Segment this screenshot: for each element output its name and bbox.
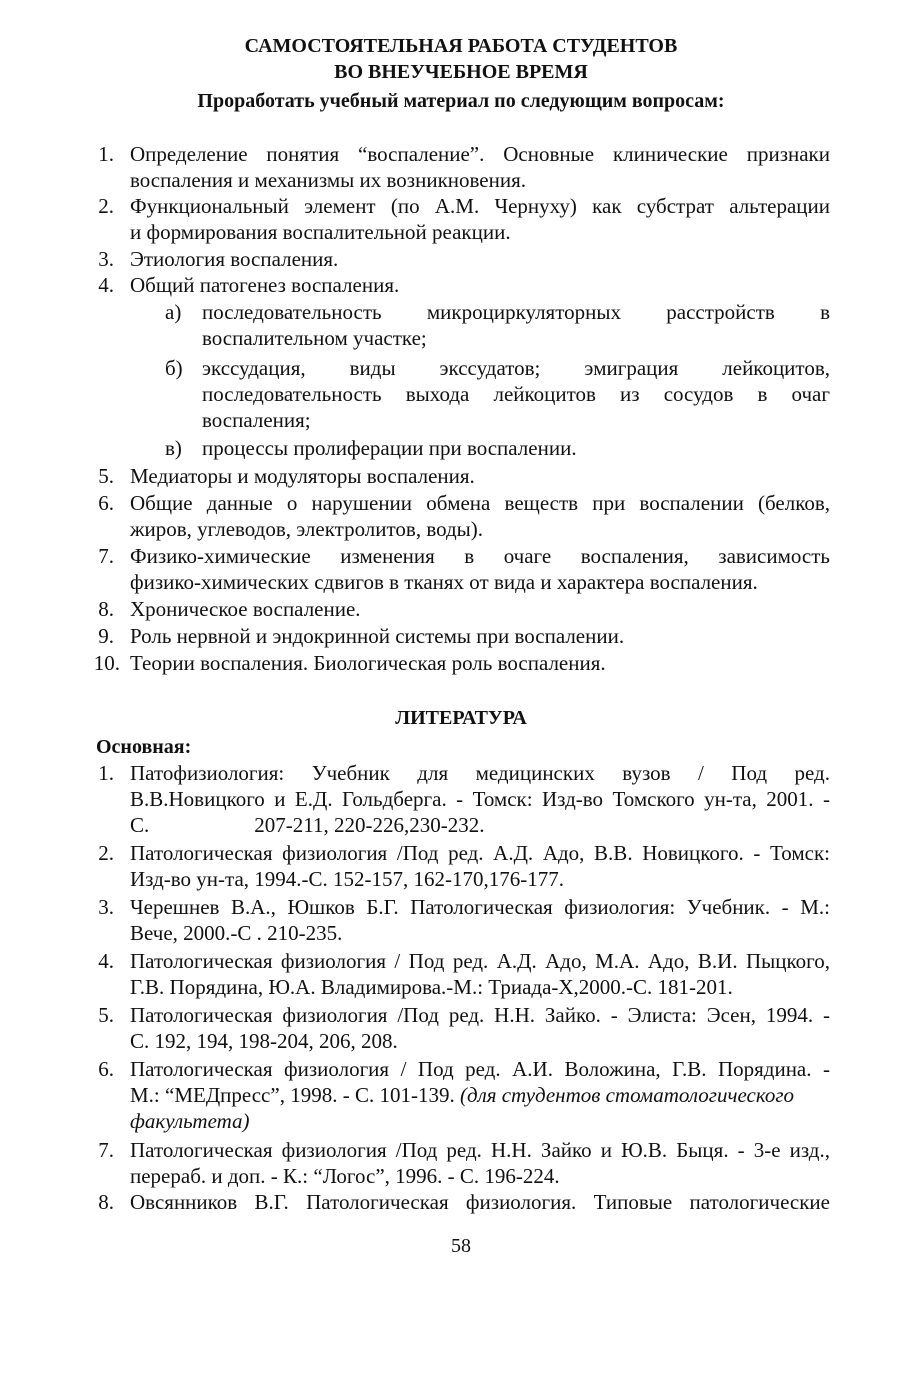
reference-text: Патологическая физиология / Под ред. А.Д. Адо, М.А. Адо, В.И. Пыцкого, bbox=[130, 949, 830, 973]
question-text: Роль нервной и эндокринной системы при воспалении. bbox=[130, 624, 625, 648]
question-text: Общие данные о нарушении обмена веществ при воспалении (белков, bbox=[130, 491, 830, 515]
question-text: Общий патогенез воспаления. bbox=[130, 273, 400, 297]
question-number: 9. bbox=[98, 624, 114, 648]
reference-text: Овсянников В.Г. Патологическая физиология. Типовые патологические bbox=[130, 1190, 830, 1214]
reference-text: Черешнев В.А., Юшков Б.Г. Патологическая физиология: Учебник. - М.: bbox=[130, 895, 830, 919]
reference-text: Патологическая физиология / Под ред. А.И. Воложина, Г.В. Порядина. - bbox=[130, 1057, 830, 1081]
reference-text: Г.В. Порядина, Ю.А. Владимирова.-М.: Триада-Х,2000.-С. 181-201. bbox=[130, 975, 733, 999]
reference-number: 5. bbox=[98, 1003, 114, 1027]
reference-text: Патологическая физиология /Под ред. Н.Н. Зайко. - Элиста: Эсен, 1994. - bbox=[130, 1003, 830, 1027]
reference-number: 2. bbox=[98, 841, 114, 865]
literature-subhead: Основная: bbox=[96, 736, 192, 758]
reference-text: В.В.Новицкого и Е.Д. Гольдберга. - Томск: Изд-во Томского ун-та, 2001. - bbox=[130, 787, 830, 811]
question-number: 6. bbox=[98, 491, 114, 515]
reference-number: 4. bbox=[98, 949, 114, 973]
question-text: Хроническое воспаление. bbox=[130, 597, 361, 621]
reference-note: (для студентов стоматологического bbox=[459, 1083, 795, 1107]
question-number: 2. bbox=[98, 194, 114, 218]
subitem-text: процессы пролиферации при воспалении. bbox=[202, 436, 577, 460]
question-number: 5. bbox=[98, 464, 114, 488]
question-text: физико-химических сдвигов в тканях от вида и характера воспаления. bbox=[130, 570, 758, 594]
reference-note: факультета) bbox=[130, 1109, 250, 1133]
question-number: 10. bbox=[93, 651, 120, 675]
heading-line-1: САМОСТОЯТЕЛЬНАЯ РАБОТА СТУДЕНТОВ bbox=[244, 35, 678, 57]
reference-text: С. 192, 194, 198-204, 206, 208. bbox=[130, 1029, 398, 1053]
question-text: жиров, углеводов, электролитов, воды). bbox=[130, 517, 484, 541]
question-text: и формирования воспалительной реакции. bbox=[130, 220, 511, 244]
question-text: Теории воспаления. Биологическая роль воспаления. bbox=[130, 651, 606, 675]
question-number: 7. bbox=[98, 544, 114, 568]
reference-text-line bbox=[130, 1082, 830, 1108]
heading-line-3: Проработать учебный материал по следующим вопросам: bbox=[197, 90, 725, 112]
subitem-text: воспалительном участке; bbox=[202, 326, 427, 350]
heading-line-2: ВО ВНЕУЧЕБНОЕ ВРЕМЯ bbox=[334, 61, 588, 83]
subitem-text: последовательность выхода лейкоцитов из сосудов в очаг bbox=[202, 382, 830, 406]
reference-number: 1. bbox=[98, 761, 114, 785]
reference-text: Патологическая физиология /Под ред. Н.Н. Зайко и Ю.В. Быця. - 3-е изд., bbox=[130, 1138, 830, 1162]
reference-number: 7. bbox=[98, 1138, 114, 1162]
reference-text: С. 207-211, 220-226,230-232. bbox=[130, 813, 485, 837]
reference-number: 6. bbox=[98, 1057, 114, 1081]
subitem-text: последовательность микроциркуляторных расстройств в bbox=[202, 300, 830, 324]
question-text: Определение понятия “воспаление”. Основные клинические признаки bbox=[130, 142, 830, 166]
reference-text: Изд-во ун-та, 1994.-С. 152-157, 162-170,176-177. bbox=[130, 867, 564, 891]
question-text: Физико-химические изменения в очаге воспаления, зависимость bbox=[130, 544, 830, 568]
reference-number: 8. bbox=[98, 1190, 114, 1214]
question-text: воспаления и механизмы их возникновения. bbox=[130, 168, 527, 192]
reference-text: Патофизиология: Учебник для медицинских вузов / Под ред. bbox=[130, 761, 830, 785]
subitem-text: воспаления; bbox=[202, 408, 311, 432]
reference-text: Вече, 2000.-С . 210-235. bbox=[130, 921, 343, 945]
question-number: 8. bbox=[98, 597, 114, 621]
question-number: 1. bbox=[98, 142, 114, 166]
page-number: 58 bbox=[451, 1235, 471, 1257]
subitem-label: а) bbox=[165, 300, 182, 324]
subitem-label: б) bbox=[165, 356, 183, 380]
reference-text: Патологическая физиология /Под ред. А.Д. Адо, В.В. Новицкого. - Томск: bbox=[130, 841, 830, 865]
reference-number: 3. bbox=[98, 895, 114, 919]
question-number: 4. bbox=[98, 273, 114, 297]
literature-title: ЛИТЕРАТУРА bbox=[395, 707, 527, 729]
question-number: 3. bbox=[98, 247, 114, 271]
subitem-label: в) bbox=[165, 436, 182, 460]
question-text: Этиология воспаления. bbox=[130, 247, 339, 271]
question-text: Медиаторы и модуляторы воспаления. bbox=[130, 464, 475, 488]
subitem-text: экссудация, виды экссудатов; эмиграция лейкоцитов, bbox=[202, 356, 830, 380]
reference-text: перераб. и доп. - К.: “Логос”, 1996. - С. 196-224. bbox=[130, 1164, 560, 1188]
reference-text: М.: “МЕДпресс”, 1998. - С. 101-139. bbox=[130, 1083, 455, 1107]
question-text: Функциональный элемент (по А.М. Чернуху) как субстрат альтерации bbox=[130, 194, 830, 218]
